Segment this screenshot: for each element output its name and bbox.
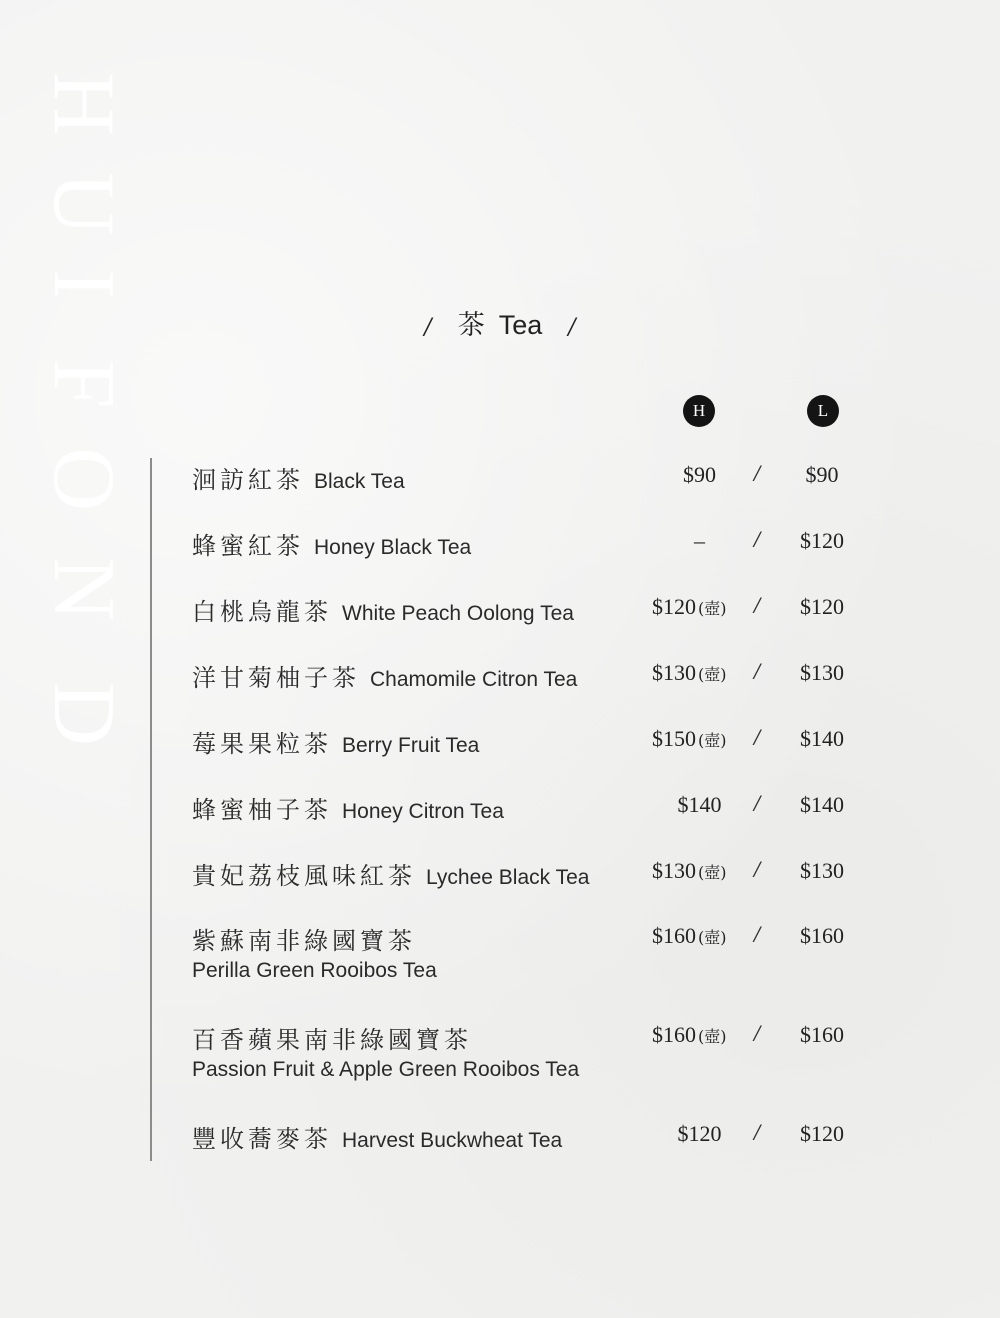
vertical-divider bbox=[150, 458, 152, 1161]
brand-letter: F bbox=[35, 359, 132, 409]
price-large: $120 bbox=[800, 594, 844, 619]
item-name-zh: 貴妃荔枝風味紅茶 bbox=[192, 862, 416, 890]
price-hot bbox=[652, 594, 727, 620]
item-name bbox=[192, 526, 471, 561]
item-name-en: Harvest Buckwheat Tea bbox=[342, 1129, 563, 1152]
menu-item bbox=[192, 592, 862, 662]
item-name-zh: 百香蘋果南非綠國寶茶 bbox=[192, 1026, 472, 1054]
item-name-zh: 紫蘇南非綠國寶茶 bbox=[192, 927, 416, 955]
price-large: $160 bbox=[800, 1022, 844, 1047]
brand-letter: U bbox=[35, 172, 132, 236]
pot-label: (壺) bbox=[698, 863, 727, 882]
price-hot bbox=[652, 660, 727, 686]
item-name-en: Lychee Black Tea bbox=[426, 866, 590, 889]
price-large: $90 bbox=[805, 462, 839, 487]
price-separator: / bbox=[754, 528, 761, 550]
price-separator: / bbox=[754, 594, 761, 616]
price-hot: $120 bbox=[677, 1121, 722, 1146]
price-separator: / bbox=[754, 1121, 761, 1143]
brand-letter: D bbox=[35, 682, 132, 746]
title-en: Tea bbox=[498, 310, 543, 340]
item-name bbox=[192, 921, 416, 956]
pot-label: (壺) bbox=[698, 1027, 727, 1046]
pot-label: (壺) bbox=[698, 731, 727, 750]
price-separator: / bbox=[754, 726, 761, 748]
item-name bbox=[192, 790, 504, 825]
pot-label: (壺) bbox=[698, 599, 727, 618]
price-separator: / bbox=[754, 923, 761, 945]
pot-label: (壺) bbox=[698, 665, 727, 684]
price-hot: – bbox=[694, 528, 705, 553]
item-name-en: Passion Fruit & Apple Green Rooibos Tea bbox=[192, 1058, 580, 1081]
price-hot-value: $130 bbox=[652, 858, 696, 883]
menu-item bbox=[192, 1020, 862, 1100]
item-name-zh: 莓果果粒茶 bbox=[192, 730, 332, 758]
price-hot bbox=[652, 858, 727, 884]
price-separator: / bbox=[754, 462, 761, 484]
section-title bbox=[0, 303, 1000, 342]
price-large: $130 bbox=[800, 858, 844, 883]
item-name-zh: 豐收蕎麥茶 bbox=[192, 1125, 332, 1153]
price-hot-value: $160 bbox=[652, 1022, 696, 1047]
price-large: $120 bbox=[800, 528, 844, 553]
pot-label: (壺) bbox=[698, 928, 727, 947]
menu-item bbox=[192, 790, 862, 860]
price-large: $130 bbox=[800, 660, 844, 685]
item-name-en: Black Tea bbox=[314, 470, 405, 493]
brand-letter: I bbox=[35, 269, 132, 299]
item-name bbox=[192, 1020, 472, 1055]
item-name-zh: 蜂蜜紅茶 bbox=[192, 532, 304, 560]
item-name-en: Chamomile Citron Tea bbox=[370, 668, 578, 691]
price-hot: $90 bbox=[683, 462, 716, 487]
item-name-en: Honey Citron Tea bbox=[342, 800, 504, 823]
title-slash-left: / bbox=[424, 315, 432, 340]
price-hot: $140 bbox=[677, 792, 722, 817]
menu-item bbox=[192, 1119, 862, 1189]
price-hot bbox=[652, 1022, 727, 1048]
item-name-zh: 洄訪紅茶 bbox=[192, 466, 304, 494]
size-badge-hot: H bbox=[683, 395, 715, 427]
brand-wordmark bbox=[35, 60, 132, 780]
price-separator: / bbox=[754, 1022, 761, 1044]
price-large: $140 bbox=[800, 726, 844, 751]
price-separator: / bbox=[754, 792, 761, 814]
item-name-zh: 蜂蜜柚子茶 bbox=[192, 796, 332, 824]
price-hot-value: $130 bbox=[652, 660, 696, 685]
price-hot bbox=[652, 923, 727, 949]
item-name bbox=[192, 1119, 562, 1154]
price-hot-value: $120 bbox=[652, 594, 696, 619]
item-name bbox=[192, 856, 589, 891]
item-name bbox=[192, 724, 479, 759]
price-large: $160 bbox=[800, 923, 844, 948]
price-separator: / bbox=[754, 858, 761, 880]
price-large: $120 bbox=[800, 1121, 844, 1146]
menu-item bbox=[192, 856, 862, 926]
item-name bbox=[192, 460, 405, 495]
brand-letter: H bbox=[35, 72, 132, 136]
brand-letter: N bbox=[35, 557, 132, 621]
size-badge-large: L bbox=[807, 395, 839, 427]
menu-item bbox=[192, 658, 862, 728]
price-hot bbox=[652, 726, 727, 752]
item-name bbox=[192, 592, 574, 627]
price-hot-value: $150 bbox=[652, 726, 696, 751]
brand-letter: O bbox=[35, 447, 132, 511]
item-name-en: Berry Fruit Tea bbox=[342, 734, 480, 757]
price-hot-value: $160 bbox=[652, 923, 696, 948]
menu-item bbox=[192, 460, 862, 530]
menu-item bbox=[192, 921, 862, 1001]
title-zh: 茶 bbox=[457, 310, 485, 341]
price-large: $140 bbox=[800, 792, 844, 817]
menu-item bbox=[192, 724, 862, 794]
item-name-en: White Peach Oolong Tea bbox=[342, 602, 574, 625]
menu-item bbox=[192, 526, 862, 596]
price-separator: / bbox=[754, 660, 761, 682]
item-name-en: Perilla Green Rooibos Tea bbox=[192, 959, 437, 982]
item-name bbox=[192, 658, 577, 693]
item-name-zh: 洋甘菊柚子茶 bbox=[192, 664, 360, 692]
item-name-zh: 白桃烏龍茶 bbox=[192, 598, 332, 626]
title-slash-right: / bbox=[568, 315, 576, 340]
item-name-en: Honey Black Tea bbox=[314, 536, 472, 559]
